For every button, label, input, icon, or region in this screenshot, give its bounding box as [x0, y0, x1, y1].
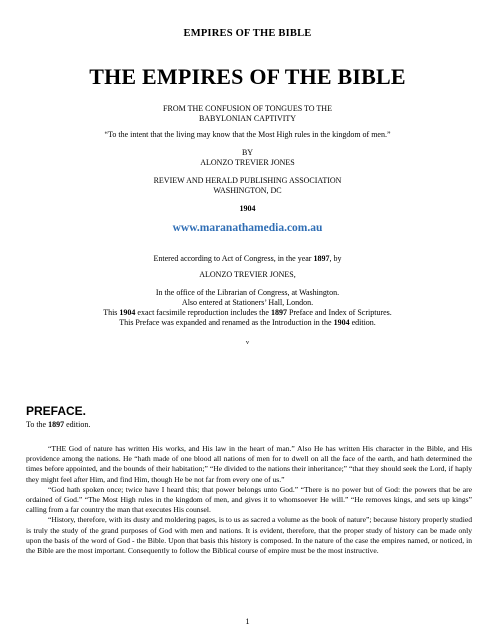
roman-page-number: v — [245, 339, 250, 346]
website-link[interactable]: www.maranathamedia.com.au — [172, 222, 323, 234]
publisher-city: WASHINGTON, DC — [213, 186, 282, 195]
preface-body — [26, 444, 472, 556]
copyright-suffix: , by — [329, 254, 342, 263]
expanded-prefix: This Preface was expanded and renamed as the Introduction in the — [119, 318, 334, 327]
page-number: 1 — [245, 616, 250, 626]
office-line: In the office of the Librarian of Congress, at Washington. — [155, 288, 340, 297]
copyright-line — [0, 254, 495, 264]
copyright-author: ALONZO TREVIER JONES, — [199, 270, 296, 279]
facsimile-middle: exact facsimile reproduction includes the — [135, 308, 271, 317]
preface-paragraph: “God hath spoken once; twice have I heard this; that power belongs unto God.” “There is no power but of God: the powers that be are ordained of God.” “The Most High rules in the kingdom of men, and gives it to whomsoever He will.” “He removes kings, and sets up kings” calling from a far country the man that executes His counsel. — [26, 484, 472, 515]
facsimile-suffix: Preface and Index of Scriptures. — [286, 308, 392, 317]
expanded-year: 1904 — [333, 318, 350, 327]
subtitle-line-2: BABYLONIAN CAPTIVITY — [198, 114, 297, 123]
expanded-suffix: edition. — [349, 318, 376, 327]
preface-heading: PREFACE. — [26, 404, 87, 418]
facsimile-line — [0, 308, 495, 318]
copyright-prefix: Entered according to Act of Congress, in the year — [153, 254, 314, 263]
publication-year: 1904 — [239, 204, 256, 213]
expanded-line — [0, 318, 495, 328]
facsimile-prefix: This — [103, 308, 120, 317]
facsimile-year-1897: 1897 — [270, 308, 287, 317]
publisher-name: REVIEW AND HERALD PUBLISHING ASSOCIATION — [153, 176, 342, 185]
running-header: EMPIRES OF THE BIBLE — [183, 28, 312, 39]
preface-subtitle — [26, 420, 90, 429]
by-label: BY — [241, 148, 254, 157]
book-title: THE EMPIRES OF THE BIBLE — [89, 64, 406, 89]
subtitle-line-1: FROM THE CONFUSION OF TONGUES TO THE — [163, 104, 332, 113]
preface-sub-suffix: edition. — [64, 420, 91, 429]
preface-paragraph: “THE God of nature has written His works, and His law in the heart of man.” Also He has written His character in the Bible, and His providence among the nations. He “hath made of one blood all nations of men for to dwell on all the face of the earth, and hath determined the times before appointed, and the bounds of their habitation;” “He divided to the nations their inheritance;” “that they should seek the Lord, if haply they might feel after Him, and find Him, though He be not far from every one of us.” — [26, 444, 472, 484]
preface-sub-year: 1897 — [48, 420, 65, 429]
preface-paragraph: “History, therefore, with its dusty and moldering pages, is to us as sacred a volume as the book of nature”; because history properly studied is truly the study of the grand purposes of God with men and nations. It is evident, therefore, that the proper study of history can be made only upon the basis of the word of God - the Bible. Upon that basis this history is composed. In the nature of the case the empires named, or noticed, in the Bible are the most important. Consequently to follow the Biblical course of empire must be the most instructive. — [26, 515, 472, 556]
preface-sub-prefix: To the — [26, 420, 49, 429]
facsimile-year-1904: 1904 — [119, 308, 136, 317]
copyright-year: 1897 — [313, 254, 330, 263]
author-name: ALONZO TREVIER JONES — [200, 158, 295, 167]
epigraph: “To the intent that the living may know that the Most High rules in the kingdom of men.” — [104, 130, 391, 139]
stationers-line: Also entered at Stationers’ Hall, London. — [181, 298, 314, 307]
